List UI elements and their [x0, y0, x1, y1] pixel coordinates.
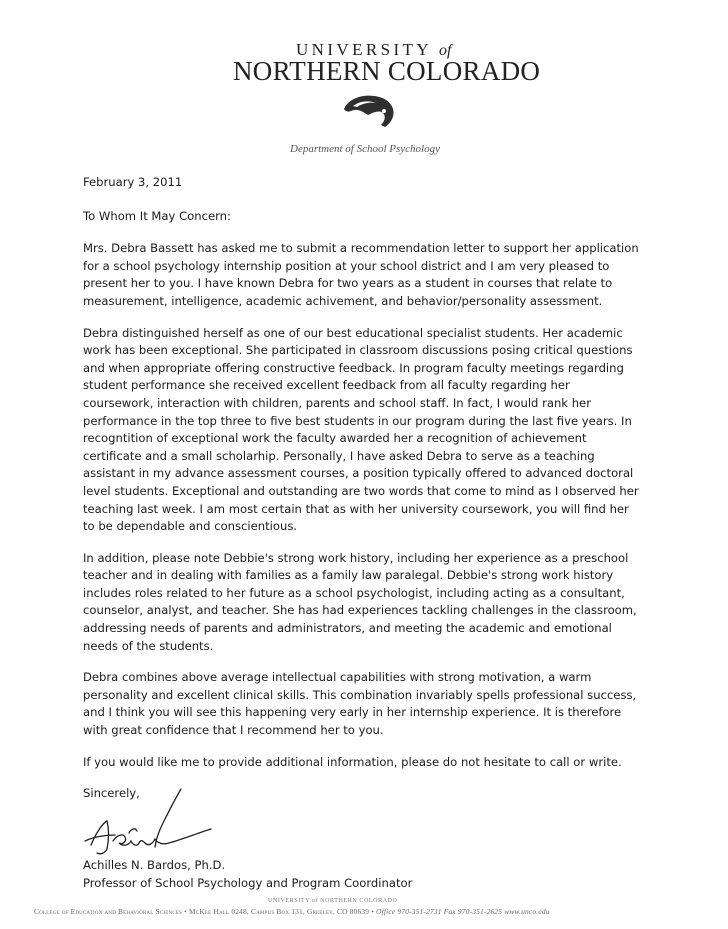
footer-office-phone: Office 970-351-2731 [376, 907, 442, 916]
letterhead [0, 0, 728, 165]
footer-separator: • [371, 907, 375, 916]
university-word: UNIVERSITY [296, 40, 432, 59]
signer-title: Professor of School Psychology and Program Coordinator [83, 876, 413, 890]
department-name: Department of School Psychology [290, 143, 440, 155]
footer-university-name: UNIVERSITY of NORTHERN COLORADO [268, 898, 398, 904]
footer-website: www.unco.edu [504, 907, 550, 916]
paragraph-contact-offer: If you would like me to provide additional information, please do not hesitate to call or write. [83, 754, 622, 769]
handwritten-signature-icon [83, 785, 218, 863]
signer-name: Achilles N. Bardos, Ph.D. [83, 858, 226, 872]
footer-college: College of Education and Behavioral Sciences [34, 907, 183, 916]
footer-fax: Fax 970-351-2625 [443, 907, 503, 916]
paragraph-work-history: In addition, please note Debbie's strong work history, including her experience as a preschool teacher and in dealing with families as a family law paralegal. Debbie's strong work history includes roles related to her future as a school psychologist, including acting as a consultant, counselor, analyst, and teacher. She has had experiences tackling challenges in the classroom, addressing needs of parents and administrators, and meeting the academic and emotional needs of the students. [83, 550, 637, 653]
salutation: To Whom It May Concern: [83, 208, 231, 223]
university-bear-logo-icon [340, 90, 396, 134]
letter-body [83, 174, 643, 817]
closing: Sincerely, [83, 786, 140, 801]
footer-address: McKee Hall 0248, Campus Box 131, Greeley, CO 80639 [189, 907, 370, 916]
paragraph-summary: Debra combines above average intellectual capabilities with strong motivation, a warm personality and excellent clinical skills. This combination invariably spells professional success, and I think you will see this happening very early in her internship experience. It is therefore with great confidence that I recommend her to you. [83, 670, 637, 738]
footer-separator: • [184, 907, 187, 916]
university-of-word: of [439, 42, 452, 59]
paragraph-introduction: Mrs. Debra Bassett has asked me to submit a recommendation letter to support her application for a school psychology internship position at your school district and I am very pleased to present her to you. I have known Debra for two years as a student in courses that relate to measurement, intelligence, academic achivement, and behavior/personality assessment. [83, 241, 639, 308]
paragraph-academic-performance: Debra distinguished herself as one of our best educational specialist students. Her academic work has been exceptional. She participated in classroom discussions posing critical questions and when appropriate offering constructive feedback. In program faculty meetings regarding student performance she received excellent feedback from all faculty regarding her coursework, interaction with children, parents and school staff. In fact, I would rank her performance in the top three to five best students in our program during the last five years. In recogntition of exceptional work the faculty awarded her a recognition of achievement certificate and a small scholarhip. Personally, I have asked Debra to serve as a teaching assistant in my advance assessment courses, a position typically offered to advanced doctoral level students. Exceptional and outstanding are two words that come to mind as I observed her teaching last week. I am most certain that as with her university coursework, you will find her to be dependable and conscientious. [83, 325, 639, 534]
university-name: NORTHERN COLORADO [233, 56, 541, 86]
footer-address-line [34, 907, 724, 916]
letter-date: February 3, 2011 [83, 175, 183, 189]
